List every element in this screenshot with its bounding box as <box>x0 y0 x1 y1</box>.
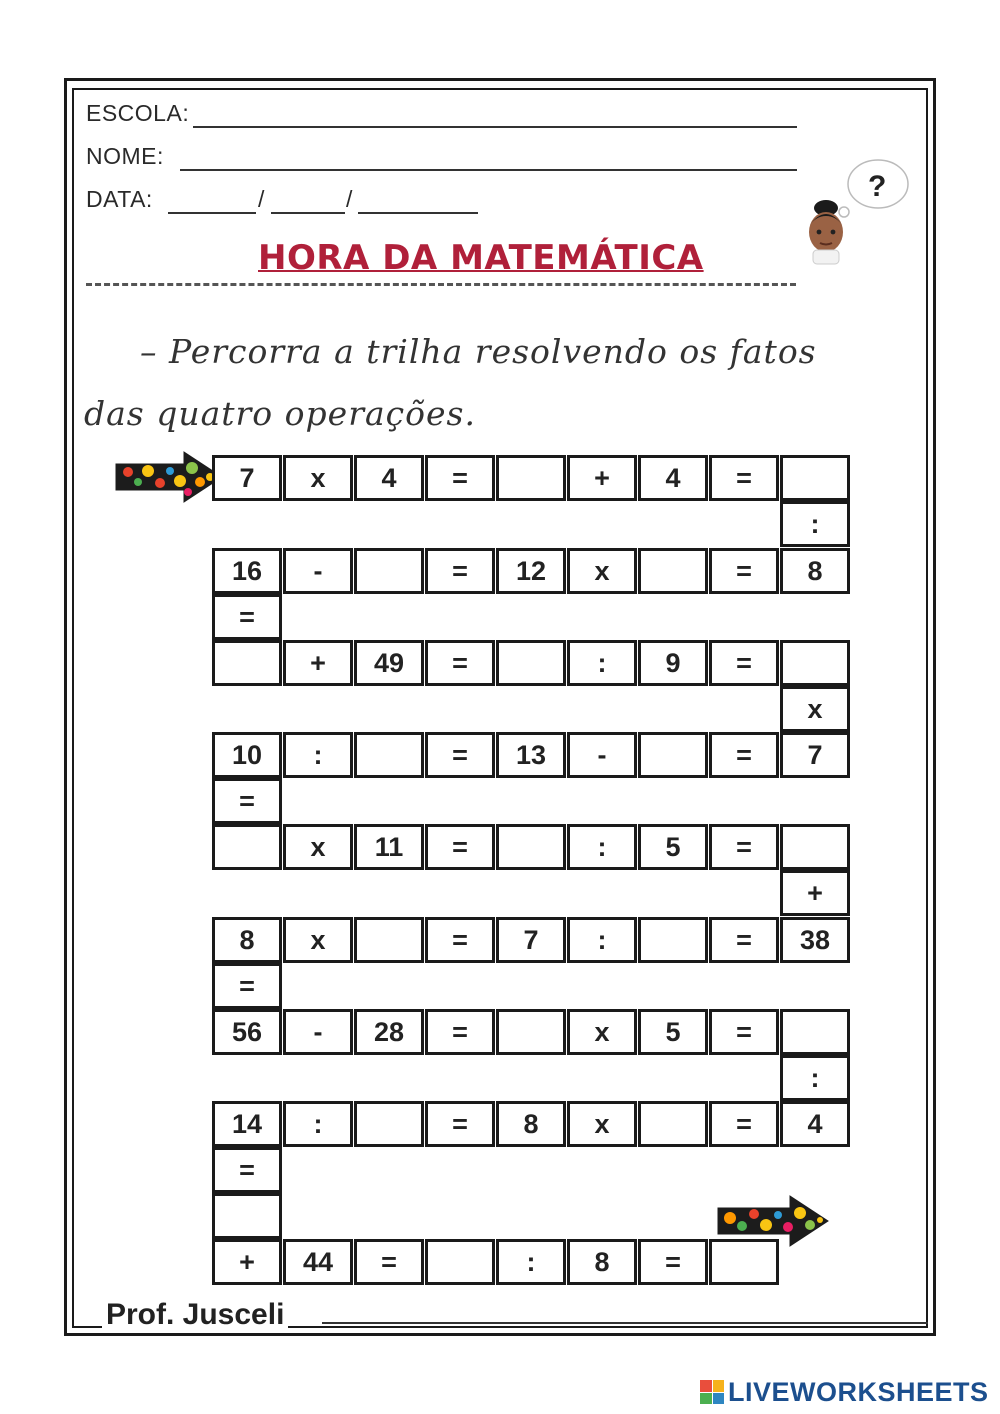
trail-cell: = <box>425 917 495 963</box>
trail-cell: 12 <box>496 548 566 594</box>
answer-input[interactable] <box>638 548 708 594</box>
trail-cell: - <box>283 548 353 594</box>
answer-input[interactable] <box>496 1009 566 1055</box>
answer-input[interactable] <box>638 732 708 778</box>
trail-cell: = <box>709 455 779 501</box>
trail-cell: = <box>354 1239 424 1285</box>
trail-cell: x <box>283 824 353 870</box>
instruction-line-1: – Percorra a trilha resolvendo os fatos <box>140 332 817 371</box>
start-arrow-icon <box>114 450 226 504</box>
svg-text:?: ? <box>868 170 887 203</box>
trail-cell: 8 <box>496 1101 566 1147</box>
trail-cell: 28 <box>354 1009 424 1055</box>
trail-cell: x <box>567 548 637 594</box>
trail-cell: 5 <box>638 824 708 870</box>
date-day-field[interactable] <box>168 212 256 214</box>
trail-cell: = <box>709 917 779 963</box>
trail-cell: : <box>283 732 353 778</box>
trail-cell: 7 <box>212 455 282 501</box>
answer-input[interactable] <box>638 1101 708 1147</box>
trail-cell: + <box>212 1239 282 1285</box>
answer-input[interactable] <box>212 1193 282 1239</box>
trail-connector-cell: = <box>212 594 282 640</box>
trail-cell: : <box>567 824 637 870</box>
trail-cell: = <box>638 1239 708 1285</box>
date-separator: / <box>258 186 265 212</box>
trail-connector-cell: = <box>212 963 282 1009</box>
answer-input[interactable] <box>354 548 424 594</box>
trail-cell: 8 <box>780 548 850 594</box>
trail-cell: 38 <box>780 917 850 963</box>
trail-cell: x <box>283 455 353 501</box>
trail-cell: 4 <box>354 455 424 501</box>
brand-name: LIVEWORKSHEETS <box>728 1376 989 1407</box>
answer-input[interactable] <box>212 640 282 686</box>
answer-input[interactable] <box>354 732 424 778</box>
trail-cell: 7 <box>780 732 850 778</box>
trail-connector-cell: = <box>212 778 282 824</box>
instruction-line-2: das quatro operações. <box>84 394 476 433</box>
name-field[interactable] <box>180 169 797 171</box>
trail-cell: = <box>425 548 495 594</box>
date-month-field[interactable] <box>271 212 345 214</box>
date-label: DATA: <box>86 186 153 212</box>
trail-cell: 10 <box>212 732 282 778</box>
trail-cell: : <box>496 1239 566 1285</box>
trail-cell: 56 <box>212 1009 282 1055</box>
trail-cell: 13 <box>496 732 566 778</box>
trail-cell: : <box>283 1101 353 1147</box>
trail-cell: x <box>283 917 353 963</box>
answer-input[interactable] <box>354 1101 424 1147</box>
answer-input[interactable] <box>496 640 566 686</box>
school-field[interactable] <box>193 126 797 128</box>
trail-cell: = <box>709 732 779 778</box>
trail-connector-cell: : <box>780 501 850 547</box>
title-divider <box>86 283 796 286</box>
trail-connector-cell: = <box>212 1147 282 1193</box>
answer-input[interactable] <box>638 917 708 963</box>
trail-cell: 8 <box>567 1239 637 1285</box>
trail-cell: 16 <box>212 548 282 594</box>
thinking-avatar-icon <box>800 150 910 265</box>
trail-cell: x <box>567 1101 637 1147</box>
brand-watermark <box>700 1375 989 1409</box>
trail-cell: = <box>709 640 779 686</box>
trail-cell: = <box>425 455 495 501</box>
trail-cell: - <box>283 1009 353 1055</box>
trail-cell: : <box>567 640 637 686</box>
footer-divider <box>322 1322 928 1324</box>
trail-cell: = <box>425 1009 495 1055</box>
trail-cell: = <box>425 1101 495 1147</box>
trail-cell: = <box>425 640 495 686</box>
trail-cell: x <box>567 1009 637 1055</box>
trail-connector-cell: + <box>780 870 850 916</box>
trail-cell: - <box>567 732 637 778</box>
date-separator: / <box>346 186 353 212</box>
trail-cell: 14 <box>212 1101 282 1147</box>
answer-input[interactable] <box>354 917 424 963</box>
trail-cell: = <box>709 548 779 594</box>
trail-cell: 9 <box>638 640 708 686</box>
answer-input[interactable] <box>780 824 850 870</box>
answer-input[interactable] <box>780 455 850 501</box>
trail-cell: 11 <box>354 824 424 870</box>
trail-cell: 4 <box>638 455 708 501</box>
end-arrow-icon <box>716 1194 832 1248</box>
author-signature: Prof. Jusceli <box>102 1298 288 1332</box>
trail-connector-cell: : <box>780 1055 850 1101</box>
name-label: NOME: <box>86 143 164 169</box>
trail-cell: + <box>283 640 353 686</box>
trail-connector-cell: x <box>780 686 850 732</box>
trail-cell: 8 <box>212 917 282 963</box>
answer-input[interactable] <box>425 1239 495 1285</box>
answer-input[interactable] <box>496 824 566 870</box>
trail-cell: = <box>709 1101 779 1147</box>
trail-cell: = <box>709 1009 779 1055</box>
trail-cell: 7 <box>496 917 566 963</box>
trail-cell: : <box>567 917 637 963</box>
trail-cell: = <box>425 824 495 870</box>
liveworksheets-logo-icon <box>700 1380 724 1404</box>
trail-cell: = <box>709 824 779 870</box>
answer-input[interactable] <box>212 824 282 870</box>
page-title: HORA DA MATEMÁTICA <box>258 238 704 278</box>
date-year-field[interactable] <box>358 212 478 214</box>
trail-cell: 5 <box>638 1009 708 1055</box>
trail-cell: 49 <box>354 640 424 686</box>
answer-input[interactable] <box>496 455 566 501</box>
trail-cell: 44 <box>283 1239 353 1285</box>
trail-cell: 4 <box>780 1101 850 1147</box>
answer-input[interactable] <box>780 640 850 686</box>
answer-input[interactable] <box>780 1009 850 1055</box>
trail-cell: + <box>567 455 637 501</box>
trail-cell: = <box>425 732 495 778</box>
school-label: ESCOLA: <box>86 100 190 126</box>
